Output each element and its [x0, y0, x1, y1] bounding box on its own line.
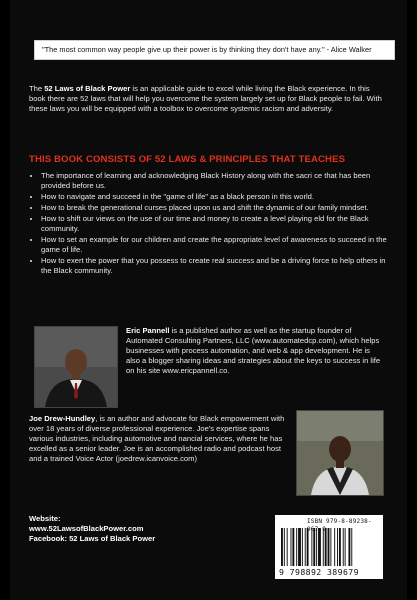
book-title-inline: 52 Laws of Black Power	[44, 84, 131, 93]
list-item: • The importance of learning and acknowledging Black History along with the sacri ce that has been provided before us.	[41, 171, 393, 191]
bio-joe	[29, 414, 293, 464]
facebook-page: Facebook: 52 Laws of Black Power	[29, 534, 156, 544]
laws-list	[30, 171, 393, 277]
author-photo-joe	[296, 410, 384, 496]
list-item: • How to exert the power that you possess to create real success and be a driving force to help others in the Black community.	[41, 256, 393, 276]
laws-heading: THIS BOOK CONSISTS OF 52 LAWS & PRINCIPLES THAT TEACHES	[29, 154, 346, 165]
barcode-number: 9 798892 389679	[279, 567, 359, 577]
bio-eric-text: is a published author as well as the startup founder of Automated Consulting Partners, LLC (www.automatedcp.com), which helps businesses with process automation, and web & app development. He is also a blogger sharing ideas and strategies about the keys to success in life on his site www.ericpannell.co.	[126, 326, 381, 376]
website-label: Website:	[29, 514, 61, 523]
author-portrait-icon	[35, 327, 117, 407]
quote-text: "The most common way people give up their power is by thinking they don't have any." - Alice Walker	[42, 45, 372, 54]
isbn-text: ISBN 979-8-89238-96 -9	[307, 518, 372, 533]
list-item: • How to set an example for our children and create the appropriate level of awareness to succeed in the game of life.	[41, 235, 393, 255]
list-item: • How to shift our views on the use of our time and money to create a level playing eld for the Black community.	[41, 214, 393, 234]
website-url[interactable]: www.52LawsofBlackPower.com	[29, 524, 144, 534]
bio-joe-text: , is an author and advocate for Black empowerment with over 18 years of diverse professional experience. Joe's expertise spans various industries, including automotive and nancial services, where he has excelled as a senior leader. Joe is an accomplished radio and podcast host and a trained Voice Actor (joedrew.icanvoice.com)	[29, 414, 285, 464]
barcode-icon	[281, 528, 377, 566]
website-block	[29, 514, 249, 544]
left-edge	[0, 0, 10, 600]
quote-box	[34, 40, 395, 60]
author-name-eric: Eric Pannell	[126, 326, 170, 335]
barcode-box	[275, 515, 383, 579]
author-portrait-icon	[297, 411, 383, 495]
back-cover	[24, 0, 394, 600]
list-item: • How to navigate and succeed in the "game of life" as a black person in this world.	[41, 192, 393, 202]
list-item: • How to break the generational curses placed upon us and shift the dynamic of our family mindset.	[41, 203, 393, 213]
intro-text: is an applicable guide to excel while living the Black experience. In this book there are 52 laws that will help you overcome the system largely set up for Black people to fail. With these laws you will be equipped with a toolbox to overcome systemic racism and adversity.	[29, 84, 382, 114]
author-name-joe: Joe Drew-Hundley	[29, 414, 96, 423]
author-photo-eric	[34, 326, 118, 408]
right-edge	[407, 0, 417, 600]
bio-eric	[126, 326, 384, 376]
intro-paragraph	[29, 84, 384, 114]
intro-prefix: The	[29, 84, 45, 93]
